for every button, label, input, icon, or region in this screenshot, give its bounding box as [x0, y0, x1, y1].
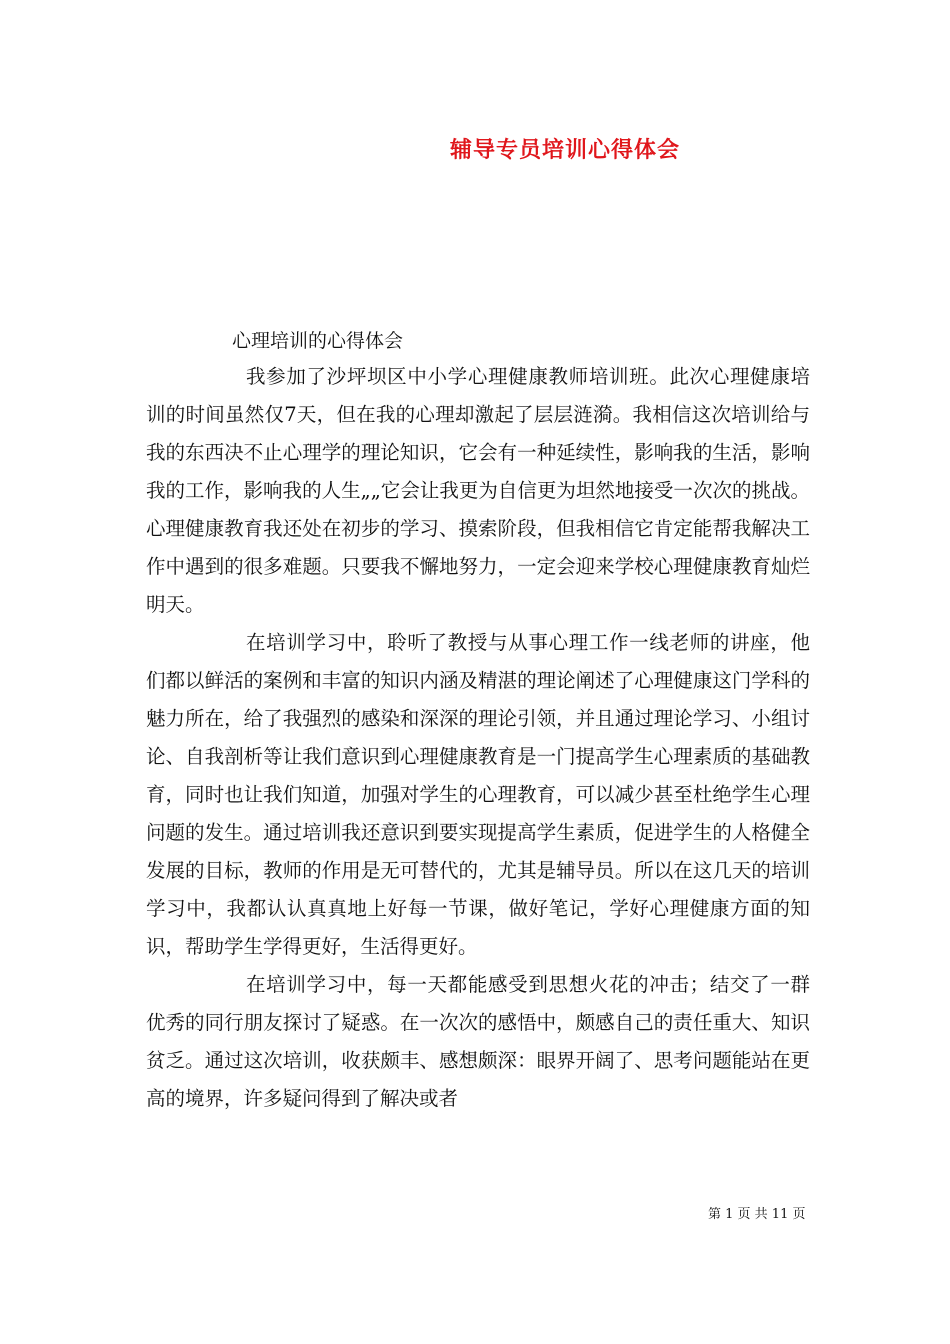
document-title: 辅导专员培训心得体会 — [450, 137, 681, 163]
document-body — [146, 358, 810, 1118]
paragraph: 在培训学习中，聆听了教授与从事心理工作一线老师的讲座，他们都以鲜活的案例和丰富的知识内涵及精湛的理论阐述了心理健康这门学科的魅力所在，给了我强烈的感染和深深的理论引领，并且通过理论学习、小组讨论、自我剖析等让我们意识到心理健康教育是一门提高学生心理素质的基础教育，同时也让我们知道，加强对学生的心理教育，可以减少甚至杜绝学生心理问题的发生。通过培训我还意识到要实现提高学生素质，促进学生的人格健全发展的目标，教师的作用是无可替代的，尤其是辅导员。所以在这几天的培训学习中，我都认认真真地上好每一节课，做好笔记，学好心理健康方面的知识，帮助学生学得更好，生活得更好。 — [146, 631, 810, 958]
page-number: 第 1 页 共 11 页 — [708, 1207, 806, 1222]
paragraph: 在培训学习中，每一天都能感受到思想火花的冲击；结交了一群优秀的同行朋友探讨了疑惑。在一次次的感悟中，颇感自己的责任重大、知识贫乏。通过这次培训，收获颇丰、感想颇深：眼界开阔了、思考问题能站在更高的境界，许多疑问得到了解决或者 — [146, 973, 810, 1110]
paragraph: 我参加了沙坪坝区中小学心理健康教师培训班。此次心理健康培训的时间虽然仅7天，但在我的心理却激起了层层涟漪。我相信这次培训给与我的东西决不止心理学的理论知识，它会有一种延续性，影响我的生活，影响我的工作，影响我的人生„„它会让我更为自信更为坦然地接受一次次的挑战。心理健康教育我还处在初步的学习、摸索阶段，但我相信它肯定能帮我解决工作中遇到的很多难题。只要我不懈地努力，一定会迎来学校心理健康教育灿烂明天。 — [146, 365, 810, 616]
document-subtitle: 心理培训的心得体会 — [232, 330, 404, 352]
